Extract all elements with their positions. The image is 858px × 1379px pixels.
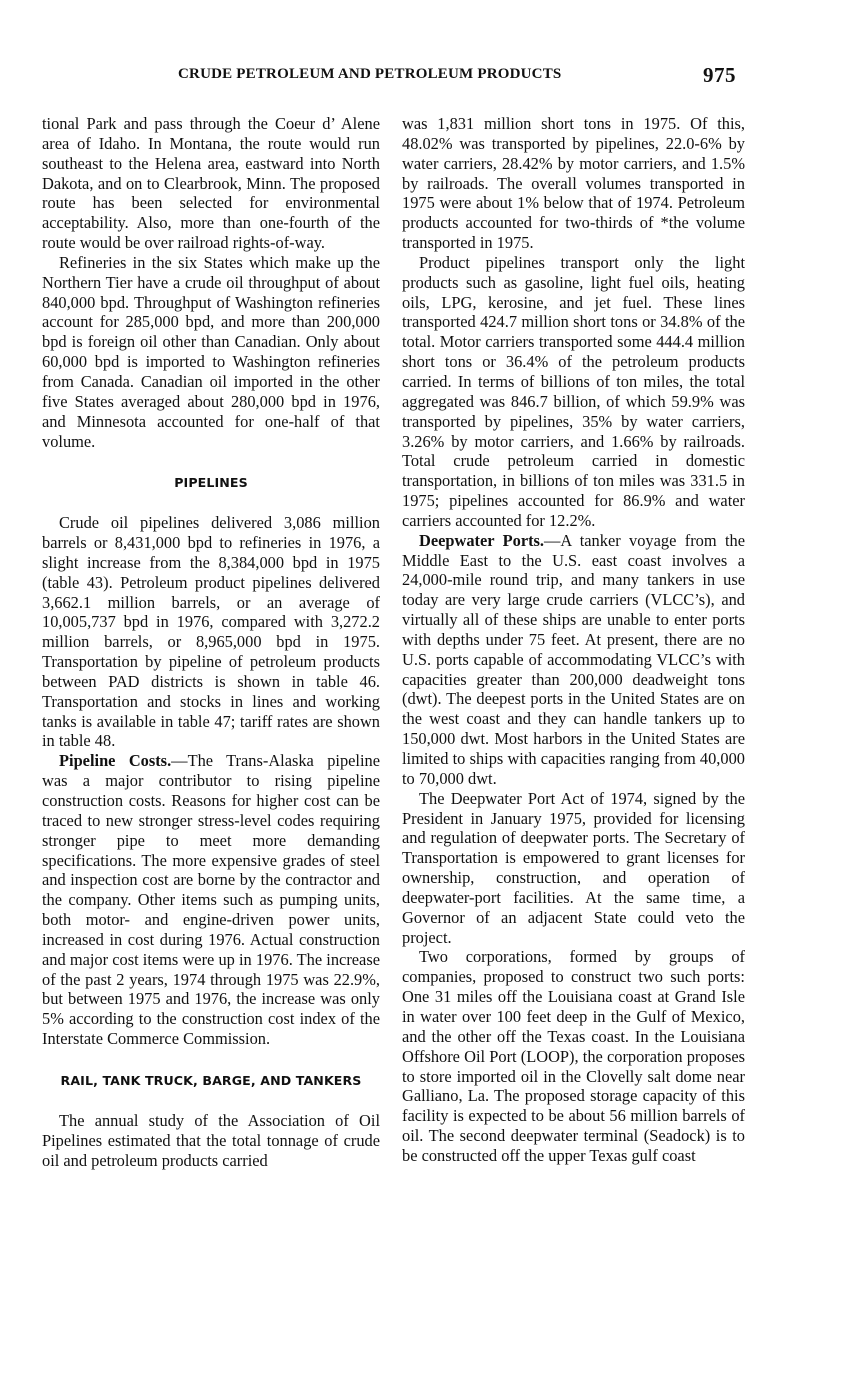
- paragraph: Product pipelines transport only the light products such as gasoline, light fuel oils, heating oils, LPG, kerosine, and jet fuel. These lines transported 424.7 million short tons or 34.8% of the total. Motor carriers transported some 444.4 million short tons or 36.4% of the petroleum products carried. In terms of billions of ton miles, the total aggregated was 846.7 billion, of which 59.9% was transported by pipelines, 35% by water carriers, 3.26% by motor carriers, and 1.66% by railroads. Total crude petroleum carried in domestic transportation, in billions of ton miles was 331.5 in 1975; pipelines accounted for 86.9% and water carriers accounted for 12.2%.: [402, 252, 745, 530]
- paragraph: tional Park and pass through the Coeur d’ Alene area of Idaho. In Montana, the route would run southeast to the Helena area, eastward into North Dakota, and on to Clearbrook, Minn. The proposed route has been selected for environmental acceptability. Also, more than one-fourth of the route would be over railroad rights-of-way.: [42, 114, 380, 253]
- paragraph-text: —The Trans-Alaska pipeline was a major contributor to rising pipeline construction costs. Reasons for higher cost can be traced to new stronger stress-level codes requiring stronger pipe to meet more demanding specifications. The more expensive grades of steel and inspection cost are borne by the contractor and the company. Other items such as pumping units, both motor- and engine-driven power units, increased in cost during 1976. Actual construction and major cost items were up in 1976. The increase of the past 2 years, 1974 through 1975 was 22.9%, but between 1975 and 1976, the increase was only 5% according to the construction cost index of the Interstate Commerce Commission.: [42, 751, 380, 1049]
- paragraph: Refineries in the six States which make up the Northern Tier have a crude oil throughput of about 840,000 bpd. Throughput of Washington refineries account for 285,000 bpd, and more than 200,000 bpd is foreign oil other than Canadian. Only about 60,000 bpd is imported to Washington refineries from Canada. Canadian oil imported in the other five States averaged about 280,000 bpd in 1976, and Minnesota accounted for one-half of that volume.: [42, 252, 380, 451]
- paragraph-text: —A tanker voyage from the Middle East to the U.S. east coast involves a 24,000-mile round trip, and many tankers in use today are very large crude carriers (VLCC’s), and virtually all of these ships are unable to enter ports with depths under 75 feet. At present, there are no U.S. ports capable of accommodating VLCC’s with capacities greater than 200,000 deadweight tons (dwt). The deepest ports in the United States are on the west coast and they can handle tankers up to 150,000 dwt. Most harbors in the United States are limited to ships with capacities ranging from 40,000 to 70,000 dwt.: [402, 530, 745, 788]
- paragraph: Two corporations, formed by groups of companies, proposed to construct two such ports: One 31 miles off the Louisiana coast at Grand Isle in water over 100 feet deep in the Gulf of Mexico, and the other off the Texas coast. In the Louisiana Offshore Oil Port (LOOP), the corporation proposes to store imported oil in the Clovelly salt dome near Galliano, La. The proposed storage capacity of this facility is expected to be about 56 million barrels of oil. The second deepwater terminal (Seadock) is to be constructed off the upper Texas gulf coast: [402, 947, 745, 1165]
- left-column: [42, 114, 380, 1170]
- paragraph: was 1,831 million short tons in 1975. Of this, 48.02% was transported by pipelines, 22.0-6% by water carriers, 28.42% by motor carriers, and 1.5% by railroads. The overall volumes transported in 1975 were about 1% below that of 1974. Petroleum products accounted for two-thirds of *the volume transported in 1975.: [402, 114, 745, 253]
- paragraph: Crude oil pipelines delivered 3,086 million barrels or 8,431,000 bpd to refineries in 1976, a slight increase from the 8,384,000 bpd in 1975 (table 43). Petroleum product pipelines delivered 3,662.1 million barrels, or an average of 10,005,737 bpd in 1976, compared with 3,272.2 million barrels, or 8,965,000 bpd in 1975. Transportation by pipeline of petroleum products between PAD districts is shown in table 46. Transportation and stocks in lines and working tanks is available in table 47; tariff rates are shown in table 48.: [42, 513, 380, 751]
- paragraph-pipeline-costs: [42, 751, 380, 1049]
- page-number: 975: [703, 63, 736, 87]
- run-in-heading: Pipeline Costs.: [59, 751, 172, 771]
- running-head: CRUDE PETROLEUM AND PETROLEUM PRODUCTS: [178, 66, 562, 82]
- paragraph: The Deepwater Port Act of 1974, signed by the President in January 1975, provided for licensing and regulation of deepwater ports. The Secretary of Transportation is empowered to grant licenses for ownership, construction, and operation of deepwater-port facilities. At the same time, a Governor of an adjacent State could veto the project.: [402, 788, 745, 947]
- paragraph-deepwater-ports: [402, 531, 745, 789]
- section-heading-rail: RAIL, TANK TRUCK, BARGE, AND TANKERS: [60, 1072, 362, 1088]
- right-column: [402, 114, 745, 1166]
- paragraph: The annual study of the Association of Oil Pipelines estimated that the total tonnage of crude oil and petroleum products carried: [42, 1110, 380, 1170]
- run-in-heading: Deepwater Ports.: [419, 530, 545, 550]
- section-heading-pipelines: PIPELINES: [174, 475, 248, 491]
